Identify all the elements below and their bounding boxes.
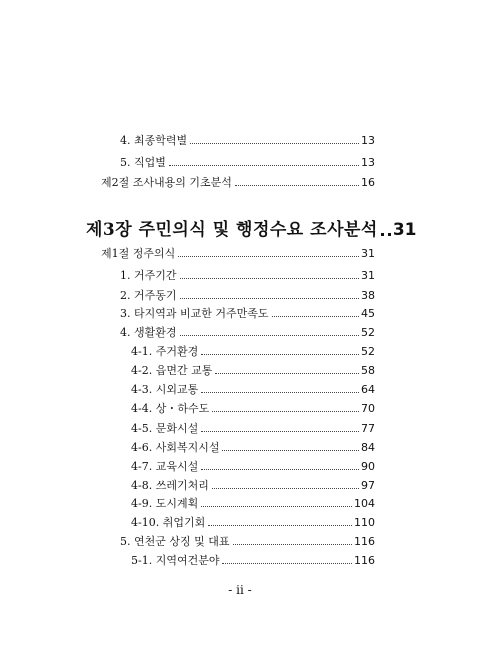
toc-entry-page: 45 bbox=[361, 307, 375, 320]
toc-entry-page: 90 bbox=[361, 460, 375, 473]
toc-entry bbox=[131, 441, 375, 454]
toc-entry bbox=[101, 176, 375, 189]
toc-entry bbox=[120, 326, 375, 339]
toc-entry-page: 110 bbox=[354, 516, 375, 529]
toc-entry-page: 116 bbox=[354, 554, 375, 567]
toc-entry bbox=[131, 479, 375, 492]
toc-entry bbox=[131, 422, 375, 435]
toc-entry-label: 4. 최종학력별 bbox=[120, 134, 188, 147]
toc-entry bbox=[120, 535, 375, 548]
toc-entry-label: 3. 타지역과 비교한 거주만족도 bbox=[120, 307, 269, 320]
leader-dots bbox=[272, 316, 360, 317]
toc-entry-page: 64 bbox=[361, 383, 375, 396]
toc-entry-page: 77 bbox=[361, 422, 375, 435]
toc-entry bbox=[120, 269, 375, 282]
toc-entry-label: 제1절 정주의식 bbox=[101, 247, 176, 260]
leader-dots bbox=[201, 506, 352, 507]
toc-entry-label: 제2절 조사내용의 기초분석 bbox=[101, 176, 232, 189]
leader-dots bbox=[180, 335, 360, 336]
toc-entry-label: 4-2. 읍면간 교통 bbox=[131, 364, 213, 377]
toc-entry-label: 4-8. 쓰레기처리 bbox=[131, 479, 209, 492]
toc-entry-page: 13 bbox=[361, 156, 375, 169]
toc-entry-page: 13 bbox=[361, 134, 375, 147]
toc-entry bbox=[131, 497, 375, 510]
chapter-heading bbox=[86, 219, 417, 241]
toc-entry bbox=[131, 460, 375, 473]
leader-dots bbox=[201, 354, 359, 355]
toc-entry bbox=[131, 516, 375, 529]
leader-dots bbox=[381, 233, 391, 236]
toc-entry-label: 5. 연천군 상징 및 대표 bbox=[120, 535, 230, 548]
leader-dots bbox=[212, 488, 359, 489]
leader-dots bbox=[215, 373, 359, 374]
toc-entry-page: 70 bbox=[361, 402, 375, 415]
chapter-title: 제3장 주민의식 및 행정수요 조사분석 bbox=[86, 220, 378, 240]
toc-entry-label: 4. 생활환경 bbox=[120, 326, 177, 339]
leader-dots bbox=[190, 143, 359, 144]
toc-entry-label: 5. 직업별 bbox=[120, 156, 166, 169]
toc-entry-page: 58 bbox=[361, 364, 375, 377]
toc-entry bbox=[120, 134, 375, 147]
leader-dots bbox=[178, 256, 359, 257]
toc-entry-label: 5-1. 지역여건분야 bbox=[131, 554, 220, 567]
toc-entry-label: 4-4. 상・하수도 bbox=[131, 402, 210, 415]
leader-dots bbox=[201, 392, 359, 393]
leader-dots bbox=[180, 278, 360, 279]
leader-dots bbox=[201, 431, 359, 432]
toc-entry-label: 4-5. 문화시설 bbox=[131, 422, 199, 435]
toc-entry-page: 97 bbox=[361, 479, 375, 492]
toc-entry-page: 116 bbox=[354, 535, 375, 548]
toc-entry bbox=[131, 402, 375, 415]
toc-entry-page: 38 bbox=[361, 289, 375, 302]
toc-entry bbox=[131, 364, 375, 377]
toc-entry bbox=[120, 289, 375, 302]
toc-entry-page: 52 bbox=[361, 345, 375, 358]
leader-dots bbox=[201, 469, 359, 470]
toc-entry bbox=[131, 345, 375, 358]
toc-entry-page: 31 bbox=[361, 269, 375, 282]
toc-entry-page: 16 bbox=[361, 176, 375, 189]
leader-dots bbox=[233, 544, 353, 545]
toc-entry-page: 31 bbox=[361, 247, 375, 260]
toc-entry-page: 52 bbox=[361, 326, 375, 339]
leader-dots bbox=[235, 185, 359, 186]
toc-entry bbox=[120, 156, 375, 169]
toc-entry bbox=[101, 247, 375, 260]
leader-dots bbox=[222, 450, 359, 451]
toc-entry-label: 2. 거주동기 bbox=[120, 289, 177, 302]
leader-dots bbox=[208, 525, 352, 526]
leader-dots bbox=[222, 563, 352, 564]
toc-entry bbox=[131, 554, 375, 567]
toc-entry-page: 84 bbox=[361, 441, 375, 454]
toc-entry-label: 4-10. 취업기회 bbox=[131, 516, 206, 529]
toc-entry bbox=[120, 307, 375, 320]
toc-entry bbox=[131, 383, 375, 396]
leader-dots bbox=[180, 298, 360, 299]
toc-entry-label: 4-1. 주거환경 bbox=[131, 345, 199, 358]
toc-entry-label: 4-3. 시외교통 bbox=[131, 383, 199, 396]
toc-entry-page: 104 bbox=[354, 497, 375, 510]
toc-entry-label: 4-7. 교육시설 bbox=[131, 460, 199, 473]
chapter-page: 31 bbox=[392, 220, 417, 240]
toc-entry-label: 1. 거주기간 bbox=[120, 269, 177, 282]
toc-entry-label: 4-9. 도시계획 bbox=[131, 497, 199, 510]
page-number-footer: - ii - bbox=[228, 583, 252, 597]
leader-dots bbox=[169, 165, 359, 166]
leader-dots bbox=[212, 411, 359, 412]
toc-entry-label: 4-6. 사회복지시설 bbox=[131, 441, 220, 454]
